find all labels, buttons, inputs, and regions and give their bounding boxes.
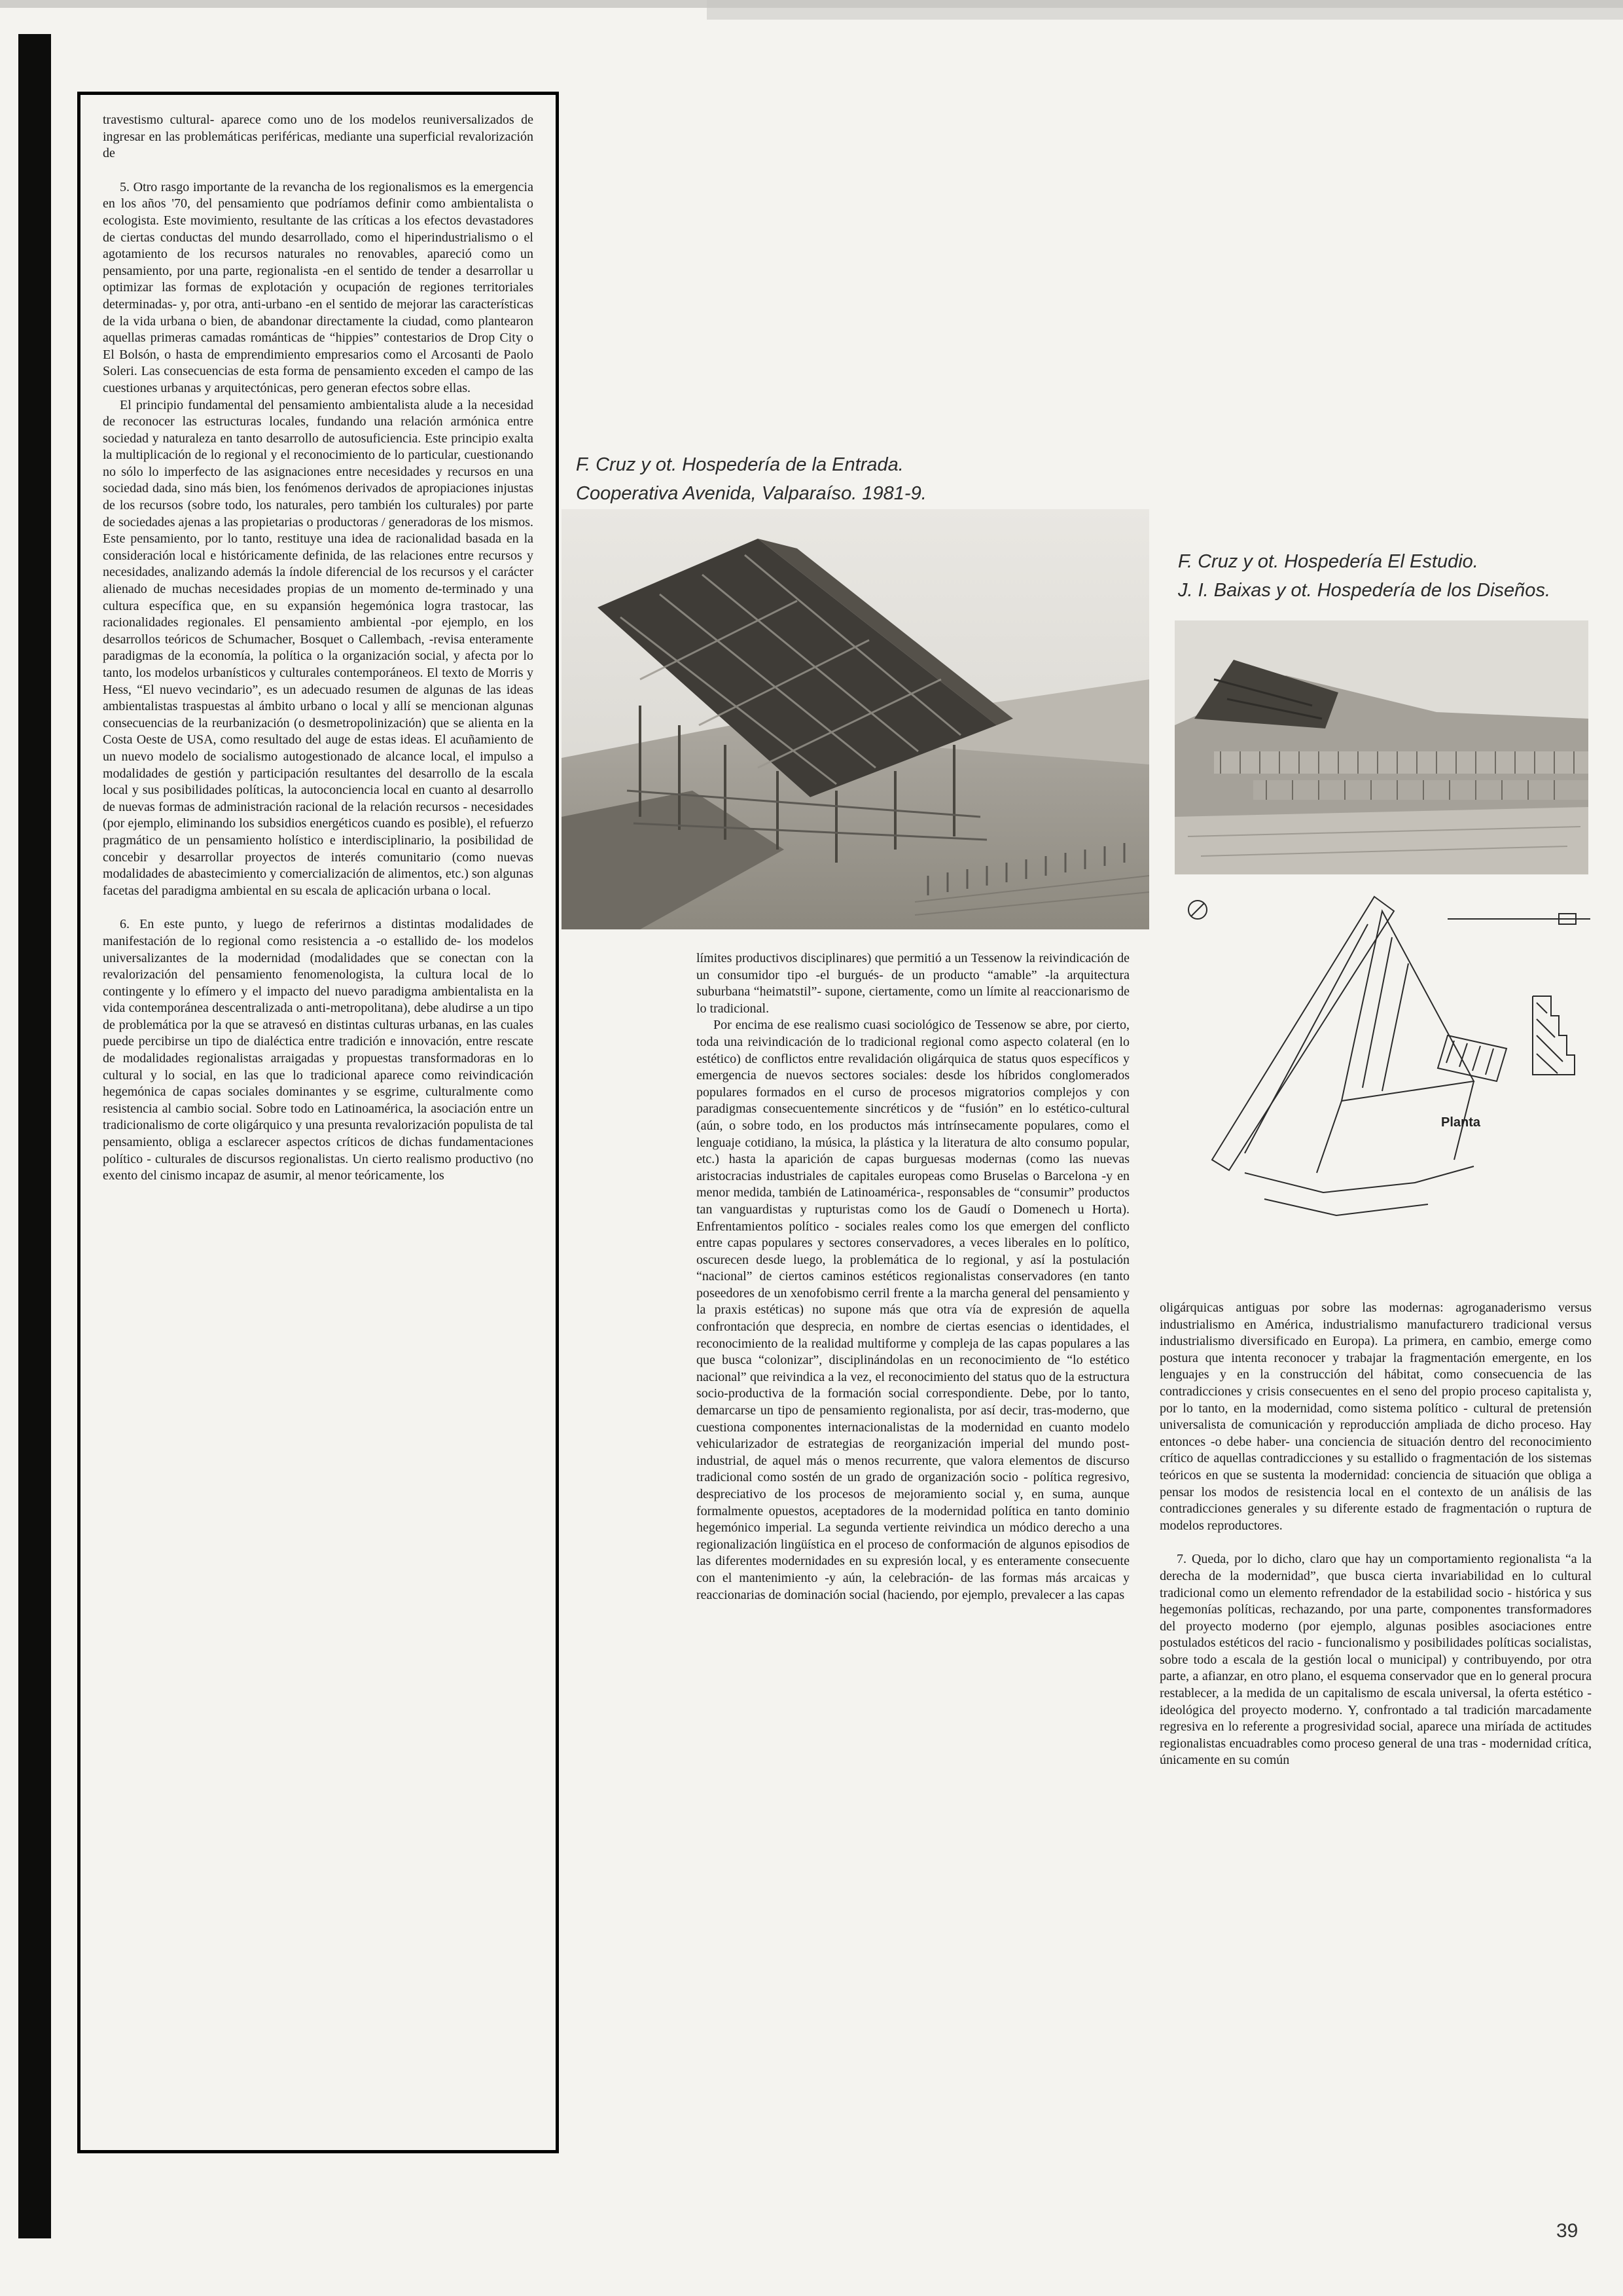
paragraph: 5. Otro rasgo importante de la revancha de los regionalismos es la emergencia en los años '70, del pensamiento que podríamos definir como ambientalista o ecologista. Este movimiento, resultante de las críticas a los efectos devastadores de ciertas conductas del mundo desarrollado, como el hiperindustrialismo o el agotamiento de los recursos naturales no renovables, apareció como un pensamiento, por una parte, regionalista -en el sentido de tender a desarrollar u optimizar las formas de explotación y ocupación de regiones territoriales determinadas- y, por otra, anti-urbano -en el sentido de mejorar las características de la vida urbana o bien, de abandonar directamente la ciudad, como plantearon aquellas primeras camadas románticas de “hippies” contestarios de Drop City o El Bolsón, o hasta de emprendimiento empresarios como el Arcosanti de Paolo Soleri. Las consecuencias de esta forma de pensamiento exceden el campo de las cuestiones urbanas y arquitectónicas, pero generan efectos sobre ellas. <box>103 179 533 395</box>
binding-bar <box>18 34 51 2238</box>
left-text-box <box>77 92 559 2153</box>
photo-hospederia-estudio <box>1175 620 1588 874</box>
paragraph: 6. En este punto, y luego de referirnos a distintas modalidades de manifestación de lo regional como resistencia a -o estallido de- los modelos universalizantes de la modernidad (modalidades que se conectan con la revalorización del pensamiento fenomenologista, la cultura local de lo contingente y lo efímero y el impacto del nuevo paradigma ambientalista en la vida contemporánea descentralizada o anti-metropolitana), debe aludirse a un tipo de problemática por la que se atravesó en distintas culturas urbanas, en las cuales puede percibirse un tipo de dialéctica entre tradición e innovación, entre rescate de modalidades regionalistas arraigadas y propuestas transformadoras en lo cultural y lo social, en las que lo tradicional aparece como reivindicación hegemónica de capas sociales dominantes y se esgrime, culturalmente como resistencia al cambio social. Sobre todo en Latinoamérica, la asociación entre un tradicionalismo de corte oligárquico y una presunta revalorización populista de tal pensamiento, obliga a esclarecer aspectos críticos de dichas fundamentaciones político - culturales de discursos regionalistas. Un cierto realismo productivo (no exento del cinismo incapaz de asumir, al menor teóricamente, los <box>103 917 533 1183</box>
photo-hospederia-entrada <box>562 509 1149 929</box>
photo-caption-entrada <box>576 450 1034 508</box>
caption-line: J. I. Baixas y ot. Hospedería de los Diseños. <box>1178 580 1550 601</box>
caption-line: F. Cruz y ot. Hospedería de la Entrada. <box>576 454 904 475</box>
plan-label: Planta <box>1441 1115 1481 1130</box>
paragraph: Por encima de ese realismo cuasi sociológico de Tessenow se abre, por cierto, toda una reivindicación de lo tradicional regional como aspecto colateral (en lo estético) de conflictos entre revalidación oligárquica de status quos específicos y emergencia de nuevos sectores sociales: desde los híbridos conglomerados populares formados en el curso de procesos migratorios complejos y con paradigmas consecuentemente sincréticos y de “fusión” en lo estético-cultural (aún, o sobre todo, en los productos más intrínsecamente populares, como el lenguaje cotidiano, la música, la plástica y la literatura de alto consumo popular, etc.) hasta la aparición de capas burguesas modernas (como las nuevas aristocracias industriales de capitales europeas como Bruselas o Barcelona -y en menor medida, también de Latinoamérica-, responsables de “consumir” productos tan vanguardistas y rupturistas como los de Gaudí o Domenech u Horta). Enfrentamientos político - sociales reales como los que emergen del conflicto entre capas populares y sectores conservadores, a veces liberales en lo político, oscurecen desde luego, la problemática de lo regional, y así la postulación “nacional” de ciertos caminos estéticos regionalistas conservadores (en tanto poseedores de un xenofobismo cerril frente a la marcha general del pensamiento y la praxis estéticas) no supone más que otra vía de expresión de aquella confrontación que desprecia, en nombre de ciertas esencias o identidades, el reconocimiento de la realidad multiforme y compleja de las capas populares a las que busca “colonizar”, disciplinándolas en un reconocimiento de “lo estético nacional” que reivindica a la vez, el reconocimiento del status quo de la estructura socio-productiva de la formación social correspondiente. Debe, por lo tanto, demarcarse un tipo de pensamiento regionalista, por así decir, tras-moderno, que cuestiona componentes internacionalistas de la modernidad en cuanto modelo vehicularizador de estrategias de reorganización imperial del mundo post-industrial, de aquel más o menos recurrente, que valora elementos de discurso tradicional como sostén de un grado de organización socio - política regresivo, despreciativo de los procesos de mejoramiento social y, en suma, aunque formalmente opuestos, aceptadores de la modernidad política en tanto dominio hegemónico imperial. La segunda vertiente reivindica un módico derecho a una regionalización lingüística en el proceso de conformación de algunos episodios de las diferentes modernidades en su expresión local, y es enteramente consecuente con el mantenimiento -y aún, la celebración- de las formas más arcaicas y reaccionarias de dominación social (haciendo, por ejemplo, prevalecer a las capas <box>696 1018 1130 1602</box>
paragraph: oligárquicas antiguas por sobre las modernas: agroganaderismo versus industrialismo en América, industrialismo manufacturero tradicional versus industrialismo diversificado en Europa). La primera, en cambio, emerge como postura que intenta reconocer y trabajar la fragmentación emergente, en los lenguajes y en la construcción del hábitat, como consecuencia de las contradicciones y crisis consecuentes en el seno del propio proceso capitalista y, por lo tanto, en la modernidad, como sistema político - cultural de pretensión universalista de comunicación y reproducción ampliada de dicho proceso. Hay entonces -o debe haber- una conciencia de situación dentro del reconocimiento crítico de aquellas contradicciones y su estallido o fragmentación de los sistemas teóricos en que se sustenta la modernidad: conciencia de situación que obliga a pensar los modos de resistencia local en el contexto de un análisis de las contradicciones generales y su diferente estado de fragmentación o ruptura de modelos reproductores. <box>1160 1300 1592 1533</box>
caption-line: Cooperativa Avenida, Valparaíso. 1981-9. <box>576 483 927 504</box>
right-column <box>1160 1300 1592 1769</box>
caption-line: F. Cruz y ot. Hospedería El Estudio. <box>1178 551 1478 572</box>
paragraph: 7. Queda, por lo dicho, claro que hay un comportamiento regionalista “a la derecha de la modernidad”, que busca cierta invariabilidad en lo cultural tradicional como un elemento refrendador de la estabilidad socio - histórica y sus hegemonías políticas, rechazando, por una parte, componentes transformadores del proyecto moderno (por ejemplo, algunas posibles asociaciones entre postulados estéticos del racio - funcionalismo y posibilidades políticas socialistas, sobre todo a escala de la gestión local o municipal) y contribuyendo, por otra parte, a afianzar, en otro plano, el esquema conservador que en lo general procura restablecer, a la medida de un capitalismo de escala universal, la oferta estético - ideológica del proyecto moderno. Y, confrontado a tal tradición marcadamente regresiva en lo referente a progresividad social, aparece una miríada de actitudes regionalistas encuadrables como proceso general de una tras - modernidad crítica, únicamente en su común <box>1160 1552 1592 1768</box>
paragraph: límites productivos disciplinares) que permitió a un Tessenow la reivindicación de un consumidor tipo -el burgués- de un producto “amable” -la arquitectura suburbana “heimatstil”- supone, ciertamente, como un límite al reaccionarismo de lo tradicional. <box>696 951 1130 1016</box>
middle-column <box>696 950 1130 1604</box>
page-number: 39 <box>1556 2220 1578 2242</box>
scan-edge-artifact-right <box>707 0 1623 20</box>
photo-caption-estudio <box>1178 547 1597 605</box>
floor-plan <box>1166 885 1592 1246</box>
paragraph: travestismo cultural- aparece como uno de los modelos reuniversalizados de ingresar en las problemáticas periféricas, mediante una superficial revalorización de <box>103 113 533 161</box>
paragraph: El principio fundamental del pensamiento ambientalista alude a la necesidad de reconocer las estructuras locales, fundando una relación armónica entre sociedad y naturaleza en tanto desarrollo de autosuficiencia. Este principio exalta la multiplicación de lo regional y el reconocimiento de lo particular, cuestionando no sólo lo imperfecto de las asignaciones entre necesidades y recursos en una sociedad dada, sino más bien, los fenómenos derivados de apropiaciones injustas de los recursos (sobre todo, los naturales, pero también los culturales) por parte de sociedades ajenas a las propietarias o productoras / generadoras de los mismos. Este pensamiento, por lo tanto, restituye una idea de racionalidad basada en la consideración local e históricamente definida, de las relaciones entre recursos y necesidades, analizando además la índole diferencial de los recursos y el carácter alienado de muchas necesidades propias de un momento de-terminado y una cultura específica que, en su expansión hegemónica logra trastocar, las racionalidades regionales. El pensamiento ambiental -por ejemplo, en los desarrollos teóricos de Schumacher, Bosquet o Callembach, -revisa enteramente paradigmas de la economía, la política o la organización social, y afecta por lo tanto, los modelos urbanísticos y culturales contemporáneos. El texto de Morris y Hess, “El nuevo vecindario”, es un adecuado resumen de algunas de las ideas ambientalistas traspuestas al ámbito urbano o local y allí se mencionan algunas consecuencias de la reurbanización (o desmetropolinización) que se alienta en la Costa Oeste de USA, como resultado del auge de estas ideas. El acuñamiento de un nuevo modelo de socialismo autogestionado de alcance local, el impulso a modalidades de gestión y participación resultantes del desarrollo de la escala local y sus posibilidades políticas, la autoconciencia local en cuanto al desarrollo de nuevas formas de administración racional de la relación recursos - necesidades (por ejemplo, eliminando los subsidios energéticos cuando es posible), el refuerzo pragmático de un pensamiento holístico e interdisciplinario, la posibilidad de concebir y desarrollar proyectos de interés comunitario (como nuevas modalidades de abastecimiento y comercialización de alimentos, etc.) son algunas facetas del paradigma ambiental en su escala de aplicación urbana o local. <box>103 397 533 898</box>
